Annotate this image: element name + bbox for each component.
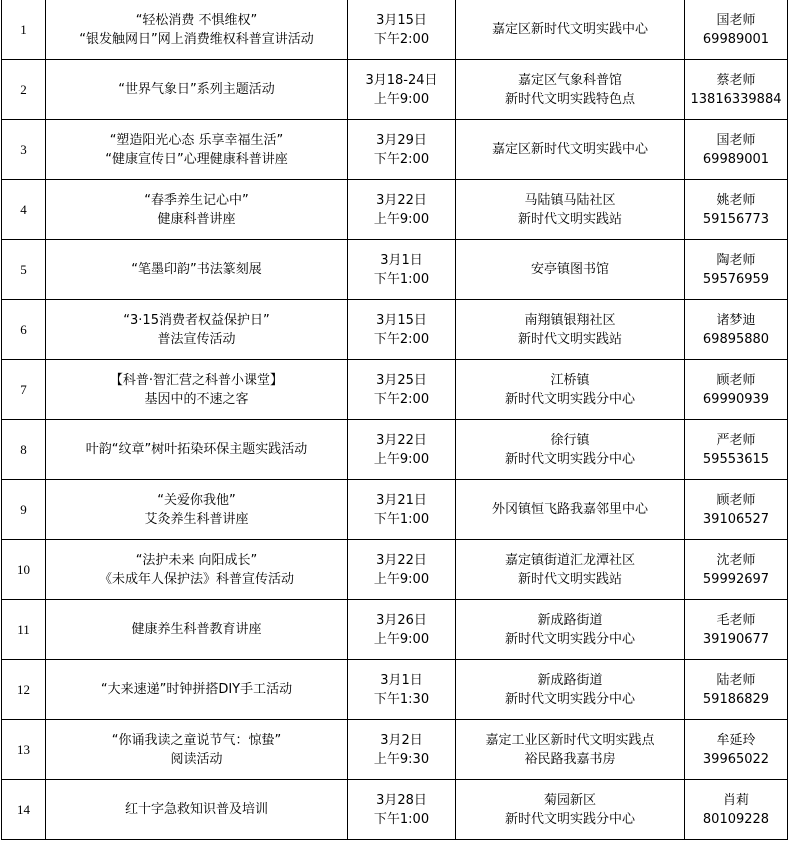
event-time-line: 3月15日 [376, 12, 427, 28]
row-number: 3 [2, 120, 46, 180]
event-time-line: 下午1:00 [373, 511, 430, 527]
row-number: 9 [2, 480, 46, 540]
event-contact-line: 59186829 [702, 691, 770, 707]
event-time-line: 上午9:00 [373, 631, 430, 647]
event-location-cell [456, 780, 685, 840]
table-row [2, 600, 788, 660]
event-time-line: 3月1日 [380, 672, 423, 688]
event-name-cell [46, 240, 348, 300]
table-row [2, 420, 788, 480]
event-location-cell [456, 600, 685, 660]
table-row [2, 720, 788, 780]
event-location-line: 徐行镇 [550, 432, 590, 448]
event-time-line: 3月2日 [380, 732, 423, 748]
event-name-cell [46, 540, 348, 600]
row-number: 12 [2, 660, 46, 720]
event-name-cell [46, 60, 348, 120]
event-contact-line: 59992697 [702, 571, 770, 587]
event-time-cell [348, 0, 456, 60]
event-name-line: 艾灸养生科普讲座 [144, 511, 249, 527]
table-row [2, 660, 788, 720]
event-location-line: 嘉定工业区新时代文明实践点 [485, 732, 655, 748]
event-contact-line: 顾老师 [716, 372, 756, 388]
event-location-line: 新时代文明实践分中心 [504, 691, 635, 707]
event-name-cell [46, 600, 348, 660]
event-location-line: 新时代文明实践分中心 [504, 811, 635, 827]
event-location-line: 新成路街道 [537, 612, 603, 628]
event-name-line: 普法宣传活动 [157, 331, 236, 347]
row-number: 14 [2, 780, 46, 840]
row-number: 5 [2, 240, 46, 300]
event-name-line: “塑造阳光心态 乐享幸福生活” [109, 132, 284, 148]
event-contact-cell [685, 420, 788, 480]
event-contact-line: 69895880 [702, 331, 770, 347]
event-contact-cell [685, 180, 788, 240]
row-number: 10 [2, 540, 46, 600]
event-time-line: 3月29日 [376, 132, 427, 148]
event-contact-line: 59553615 [702, 451, 770, 467]
event-contact-cell [685, 240, 788, 300]
event-contact-cell [685, 540, 788, 600]
event-location-line: 南翔镇银翔社区 [524, 312, 616, 328]
event-location-line: 嘉定区新时代文明实践中心 [491, 142, 648, 157]
event-time-line: 3月25日 [376, 372, 427, 388]
events-table [1, 0, 788, 840]
event-location-line: 新时代文明实践站 [517, 331, 622, 347]
event-name-cell [46, 420, 348, 480]
event-location-cell [456, 180, 685, 240]
event-contact-cell [685, 300, 788, 360]
event-time-line: 上午9:30 [373, 751, 430, 767]
event-location-line: 外冈镇恒飞路我嘉邻里中心 [491, 502, 648, 517]
event-name-cell [46, 660, 348, 720]
row-number: 2 [2, 60, 46, 120]
event-location-cell [456, 720, 685, 780]
event-name-line: “健康宣传日”心理健康科普讲座 [105, 151, 288, 167]
event-contact-line: 肖莉 [722, 792, 749, 808]
event-name-line: “轻松消费 不惧维权” [135, 12, 258, 28]
event-name-cell [46, 0, 348, 60]
event-contact-line: 69989001 [702, 151, 770, 167]
event-contact-line: 80109228 [702, 811, 770, 827]
event-name-line: 【科普·智汇营之科普小课堂】 [109, 372, 284, 388]
event-name-line: 叶韵“纹章”树叶拓染环保主题实践活动 [85, 442, 308, 457]
event-time-line: 下午2:00 [373, 31, 430, 47]
event-time-cell [348, 360, 456, 420]
table-row [2, 540, 788, 600]
event-contact-line: 姚老师 [716, 192, 756, 208]
event-time-cell [348, 300, 456, 360]
event-name-line: 健康养生科普教育讲座 [131, 622, 262, 637]
table-row [2, 780, 788, 840]
event-contact-line: 诸梦迪 [716, 312, 756, 328]
event-contact-cell [685, 0, 788, 60]
event-contact-line: 59156773 [702, 211, 770, 227]
event-time-cell [348, 420, 456, 480]
event-location-line: 新时代文明实践分中心 [504, 631, 635, 647]
event-time-cell [348, 720, 456, 780]
event-location-cell [456, 660, 685, 720]
table-row [2, 360, 788, 420]
event-name-line: “春季养生记心中” [144, 192, 249, 208]
event-contact-cell [685, 60, 788, 120]
table-row [2, 180, 788, 240]
event-contact-line: 蔡老师 [716, 72, 756, 88]
row-number: 6 [2, 300, 46, 360]
event-time-cell [348, 480, 456, 540]
event-contact-cell [685, 720, 788, 780]
event-name-line: “法护未来 向阳成长” [135, 552, 258, 568]
table-row [2, 240, 788, 300]
event-name-line: “笔墨印韵”书法篆刻展 [131, 262, 262, 277]
row-number: 1 [2, 0, 46, 60]
event-time-cell [348, 660, 456, 720]
event-time-line: 上午9:00 [373, 571, 430, 587]
event-time-line: 3月18-24日 [365, 72, 438, 88]
table-row [2, 120, 788, 180]
event-time-line: 下午2:00 [373, 151, 430, 167]
event-contact-line: 39106527 [702, 511, 770, 527]
event-location-line: 江桥镇 [550, 372, 590, 388]
row-number: 11 [2, 600, 46, 660]
events-table-body [2, 0, 788, 840]
event-contact-line: 国老师 [716, 132, 756, 148]
event-name-line: 健康科普讲座 [157, 211, 236, 227]
event-time-line: 下午1:00 [373, 811, 430, 827]
table-row [2, 60, 788, 120]
event-contact-cell [685, 780, 788, 840]
event-location-cell [456, 420, 685, 480]
event-time-line: 上午9:00 [373, 451, 430, 467]
event-name-cell [46, 720, 348, 780]
event-name-cell [46, 480, 348, 540]
event-location-line: 裕民路我嘉书房 [524, 751, 616, 767]
event-name-cell [46, 120, 348, 180]
event-location-line: 马陆镇马陆社区 [524, 192, 616, 208]
row-number: 8 [2, 420, 46, 480]
event-time-cell [348, 600, 456, 660]
event-time-cell [348, 780, 456, 840]
event-contact-line: 陶老师 [716, 252, 756, 268]
event-location-line: 新时代文明实践特色点 [504, 91, 635, 107]
event-time-line: 下午2:00 [373, 391, 430, 407]
event-contact-line: 59576959 [702, 271, 770, 287]
event-time-line: 上午9:00 [373, 211, 430, 227]
event-time-cell [348, 180, 456, 240]
event-contact-line: 严老师 [716, 432, 756, 448]
event-contact-cell [685, 360, 788, 420]
event-time-line: 3月22日 [376, 192, 427, 208]
event-time-line: 3月28日 [376, 792, 427, 808]
event-contact-line: 牟延玲 [716, 732, 756, 748]
event-time-cell [348, 120, 456, 180]
event-location-line: 菊园新区 [543, 792, 596, 808]
event-name-cell [46, 300, 348, 360]
event-time-line: 下午1:30 [373, 691, 430, 707]
event-time-line: 3月15日 [376, 312, 427, 328]
event-name-line: “世界气象日”系列主题活动 [118, 82, 275, 97]
event-contact-line: 13816339884 [690, 91, 782, 107]
event-contact-cell [685, 120, 788, 180]
table-row [2, 0, 788, 60]
event-location-cell [456, 120, 685, 180]
event-name-cell [46, 360, 348, 420]
event-name-cell [46, 180, 348, 240]
table-row [2, 480, 788, 540]
event-location-cell [456, 60, 685, 120]
event-contact-line: 陆老师 [716, 672, 756, 688]
event-time-cell [348, 240, 456, 300]
row-number: 4 [2, 180, 46, 240]
event-name-line: 阅读活动 [170, 751, 223, 767]
event-time-cell [348, 540, 456, 600]
event-name-line: “关爱你我他” [157, 492, 236, 508]
event-contact-cell [685, 600, 788, 660]
event-name-line: “银发触网日”网上消费维权科普宣讲活动 [79, 31, 314, 47]
event-location-cell [456, 0, 685, 60]
event-time-line: 3月22日 [376, 432, 427, 448]
event-time-line: 3月26日 [376, 612, 427, 628]
event-contact-cell [685, 660, 788, 720]
event-contact-line: 69990939 [702, 391, 770, 407]
event-location-line: 新时代文明实践分中心 [504, 451, 635, 467]
event-time-cell [348, 60, 456, 120]
event-name-line: 红十字急救知识普及培训 [124, 802, 268, 817]
event-name-line: “你诵我读之童说节气：惊蛰” [111, 732, 282, 748]
event-time-line: 下午1:00 [373, 271, 430, 287]
event-location-line: 嘉定镇街道汇龙潭社区 [504, 552, 635, 568]
event-contact-line: 69989001 [702, 31, 770, 47]
event-location-line: 新成路街道 [537, 672, 603, 688]
event-contact-line: 39965022 [702, 751, 770, 767]
event-location-line: 新时代文明实践分中心 [504, 391, 635, 407]
event-contact-line: 顾老师 [716, 492, 756, 508]
event-location-line: 嘉定区新时代文明实践中心 [491, 22, 648, 37]
event-time-line: 下午2:00 [373, 331, 430, 347]
event-time-line: 上午9:00 [373, 91, 430, 107]
event-contact-line: 国老师 [716, 12, 756, 28]
event-contact-cell [685, 480, 788, 540]
event-location-cell [456, 360, 685, 420]
event-name-cell [46, 780, 348, 840]
event-name-line: 基因中的不速之客 [144, 391, 249, 407]
event-location-line: 新时代文明实践站 [517, 211, 622, 227]
event-time-line: 3月22日 [376, 552, 427, 568]
event-name-line: 《未成年人保护法》科普宣传活动 [98, 571, 294, 587]
event-name-line: “大来速递”时钟拼搭DIY手工活动 [100, 682, 293, 697]
event-location-cell [456, 240, 685, 300]
event-location-line: 新时代文明实践站 [517, 571, 622, 587]
event-contact-line: 毛老师 [716, 612, 756, 628]
table-row [2, 300, 788, 360]
event-location-cell [456, 540, 685, 600]
event-name-line: “3·15消费者权益保护日” [123, 312, 270, 328]
event-time-line: 3月1日 [380, 252, 423, 268]
row-number: 13 [2, 720, 46, 780]
event-location-line: 安亭镇图书馆 [530, 262, 609, 277]
event-location-cell [456, 480, 685, 540]
event-location-line: 嘉定区气象科普馆 [517, 72, 622, 88]
event-contact-line: 39190677 [702, 631, 770, 647]
row-number: 7 [2, 360, 46, 420]
event-time-line: 3月21日 [376, 492, 427, 508]
event-location-cell [456, 300, 685, 360]
event-contact-line: 沈老师 [716, 552, 756, 568]
